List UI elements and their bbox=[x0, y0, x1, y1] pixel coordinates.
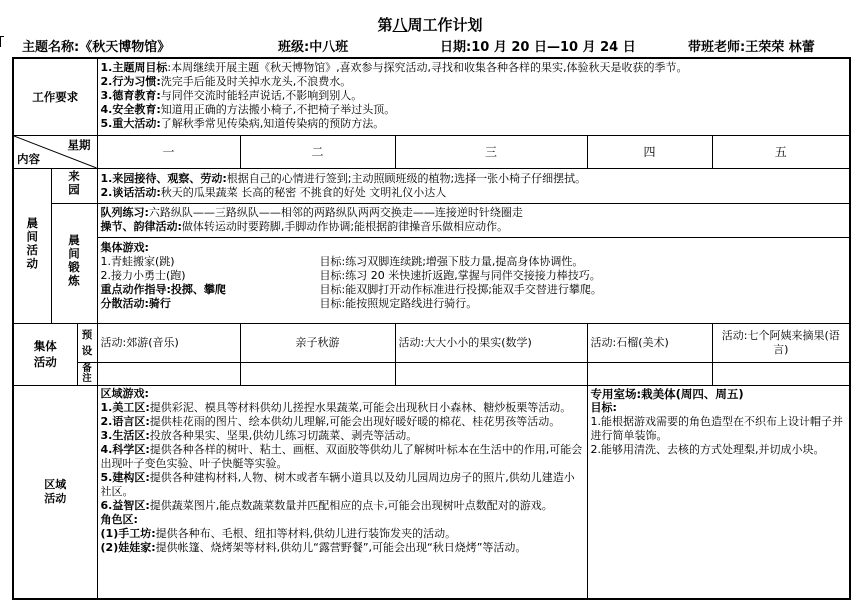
special-item: 2.能够用清洗、去核的方式处理梨,并切成小块。 bbox=[590, 442, 825, 456]
area-label: 区域活动 bbox=[13, 385, 97, 599]
corner-weekday-label: 星期 bbox=[67, 137, 91, 152]
theme-name: 主题名称:《秋天博物馆》 bbox=[22, 40, 171, 55]
area-item: 5.建构区:提供各种建构材料,人物、树木或者车辆小道具以及幼儿园周边房子的照片,供幼儿建造小社区。 bbox=[100, 470, 575, 498]
area-games-title: 区域游戏: bbox=[100, 386, 149, 400]
note-thu bbox=[587, 362, 712, 385]
area-item: 6.益智区:提供蔬菜图片,能点数蔬菜数量并匹配相应的点卡,可能会出现树叶点数配对的游戏。 bbox=[100, 498, 553, 512]
activity-wed: 活动:大大小小的果实(数学) bbox=[395, 323, 587, 362]
corner-content-label: 内容 bbox=[17, 151, 40, 166]
area-item: 4.科学区:提供各种各样的树叶、粘土、画框、双面胶等供幼儿了解树叶标本在生活中的作用,可能会出现叶子变色实验、叶子快艇等实验。 bbox=[100, 442, 583, 470]
collective-label: 集体活动 bbox=[13, 323, 77, 385]
special-room bbox=[587, 385, 850, 599]
note-tue bbox=[240, 362, 395, 385]
area-item: 1.美工区:提供彩泥、模具等材料供幼儿搓捏水果蔬菜,可能会出现秋日小森林、糖炒板栗等活动。 bbox=[100, 400, 572, 414]
special-room-title: 专用室场:栽美体(周四、周五) bbox=[590, 386, 744, 401]
day-thu: 四 bbox=[587, 135, 712, 168]
activity-tue: 亲子秋游 bbox=[240, 323, 395, 362]
date-range: 日期:10 月 20 日—10 月 24 日 bbox=[440, 40, 636, 55]
teacher-names: 带班老师:王荣荣 林蕾 bbox=[688, 40, 815, 55]
day-tue: 二 bbox=[240, 135, 395, 168]
weekday-content-corner bbox=[13, 135, 97, 168]
arrive-content: 1.来园接待、观察、劳动:根据自己的心情进行签到;主动照顾班级的植物;选择一张小椅子仔细摆拭。 2.谈话活动:秋天的瓜果蔬菜 长高的秘密 不挑食的好处 文明礼仪小达人 bbox=[97, 168, 850, 203]
exercise-drill: 队列练习:六路纵队——三路纵队——相邻的两路纵队两两交换走——连接逆时针绕圈走 操节、韵律活动:做体转运动时要跨脚,手脚动作协调;能根据韵律操音乐做相应动作。 bbox=[97, 203, 850, 237]
class-name: 班级:中八班 bbox=[278, 40, 349, 55]
plan-table bbox=[12, 57, 851, 600]
role-area-title: 角色区: bbox=[100, 512, 138, 526]
special-item: 1.能根据游戏需要的角色造型在不织布上设计帽子并进行简单装饰。 bbox=[590, 414, 844, 442]
plan-label: 预设 bbox=[77, 323, 97, 362]
area-item: 3.生活区:投放各种果实、坚果,供幼儿练习切蔬菜、剥壳等活动。 bbox=[100, 428, 418, 442]
day-wed: 三 bbox=[395, 135, 587, 168]
special-room-goal: 目标: bbox=[590, 400, 617, 414]
exercise-label: 晨间锻炼 bbox=[51, 203, 97, 323]
day-mon: 一 bbox=[97, 135, 240, 168]
work-req-label: 工作要求 bbox=[13, 58, 97, 135]
day-fri: 五 bbox=[712, 135, 850, 168]
activity-mon: 活动:郊游(音乐) bbox=[97, 323, 240, 362]
note-mon bbox=[97, 362, 240, 385]
activity-fri: 活动:七个阿姨来摘果(语言) bbox=[712, 323, 850, 362]
week-number: 八 bbox=[392, 16, 408, 34]
activity-thu: 活动:石榴(美术) bbox=[587, 323, 712, 362]
area-games bbox=[97, 385, 587, 599]
area-item: 2.语言区:提供桂花雨的图片、绘本供幼儿理解,可能会出现好暖好暖的棉花、桂花男孩等活动。 bbox=[100, 414, 561, 428]
role-item: (2)娃娃家:提供帐篷、烧烤架等材料,供幼儿“露营野餐”,可能会出现“秋日烧烤”等活动。 bbox=[100, 540, 527, 554]
header-row bbox=[0, 36, 860, 56]
role-item: (1)手工坊:提供各种布、毛根、纽扣等材料,供幼儿进行装饰发夹的活动。 bbox=[100, 526, 457, 540]
note-wed bbox=[395, 362, 587, 385]
morning-label: 晨间活动 bbox=[13, 168, 51, 323]
note-label: 备注 bbox=[77, 362, 97, 385]
note-fri bbox=[712, 362, 850, 385]
page-title: 第八周工作计划 bbox=[377, 16, 483, 34]
work-req-content: 1.主题周目标:本周继续开展主题《秋天博物馆》,喜欢参与探究活动,寻找和收集各种各样的果实,体验秋天是收获的季节。 2.行为习惯:洗完手后能及时关掉水龙头,不浪费水。 3.德育教育:与同伴交流时能轻声说话,不影响到别人。 4.安全教育:知道用正确的方法搬小椅子,不把椅子举过头顶。 5.重大活动:了解秋季常见传染病,知道传染病的预防方法。 bbox=[97, 58, 850, 135]
exercise-games: 集体游戏: 1.青蛙搬家(跳) 目标:练习双脚连续跳;增强下肢力量,提高身体协调性。 2.接力小勇士(跑) 目标:练习 20 米快速折返跑,掌握与同伴交接接力棒技巧。 重点动作指导:投掷、攀爬 目标:能双脚打开动作标准进行投掷;能双手交替进行攀爬。 分散活动:骑行 目标:能按照规定路线进行骑行。 bbox=[97, 237, 850, 323]
arrive-label: 来园 bbox=[51, 168, 97, 203]
